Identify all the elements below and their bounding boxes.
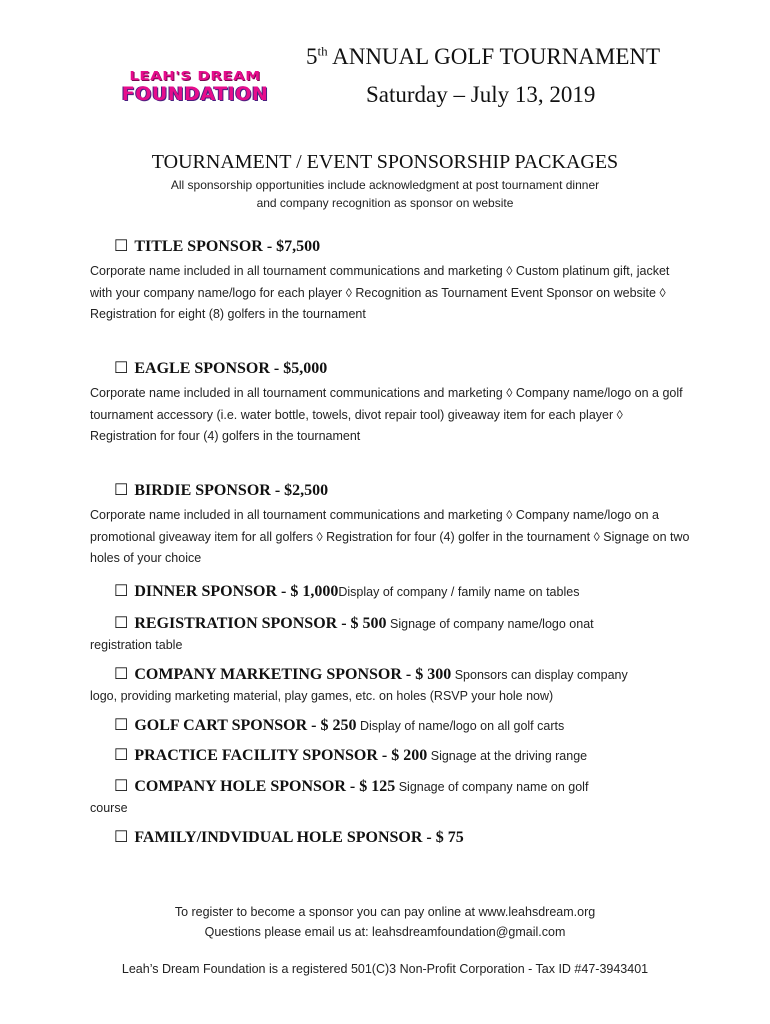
golf-cart-sponsor-note: Display of name/logo on all golf carts <box>356 719 565 733</box>
family-hole-sponsor-label: FAMILY/INDVIDUAL HOLE SPONSOR - $ 75 <box>134 829 464 846</box>
logo-line-2: FOUNDATION <box>121 83 269 105</box>
company-hole-sponsor-label: COMPANY HOLE SPONSOR - $ 125 <box>134 778 396 795</box>
registration-sponsor-label: REGISTRATION SPONSOR - $ 500 <box>134 615 387 632</box>
registration-sponsor-note-cont: registration table <box>90 638 183 652</box>
company-hole-sponsor-note: Signage of company name on golf <box>395 780 589 794</box>
checkbox-icon[interactable]: ☐ <box>114 829 129 846</box>
marketing-sponsor-note-cont: logo, providing marketing material, play games, etc. on holes (RSVP your hole now) <box>90 689 554 703</box>
family-hole-sponsor-heading <box>114 829 464 846</box>
golf-cart-sponsor-section <box>90 715 690 737</box>
eagle-sponsor-label: EAGLE SPONSOR - $5,000 <box>134 360 328 377</box>
birdie-sponsor-description: Corporate name included in all tournament communications and marketing ◊ Company name/logo on a promotional giveaway item for all golfers ◊ Registration for four (4) golfer in the tournament ◊ Signage on two holes of your choice <box>90 508 690 565</box>
company-hole-sponsor-section <box>90 776 690 819</box>
practice-sponsor-label: PRACTICE FACILITY SPONSOR - $ 200 <box>134 747 428 764</box>
dinner-sponsor-heading <box>114 583 338 600</box>
registration-sponsor-heading <box>114 615 387 632</box>
dinner-sponsor-label: DINNER SPONSOR - $ 1,000 <box>134 583 339 600</box>
dinner-sponsor-note: Display of company / family name on tables <box>338 585 580 599</box>
company-hole-sponsor-note-cont: course <box>90 801 128 815</box>
checkbox-icon[interactable]: ☐ <box>114 778 129 795</box>
packages-title: TOURNAMENT / EVENT SPONSORSHIP PACKAGES <box>151 151 619 173</box>
event-title <box>306 44 660 70</box>
title-sponsor-description: Corporate name included in all tournament communications and marketing ◊ Custom platinum gift, jacket with your company name/logo for each player ◊ Recognition as Tournament Event Sponsor on website ◊ Registration for eight (8) golfers in the tournament <box>90 264 670 321</box>
birdie-sponsor-heading <box>114 480 690 500</box>
title-sup: th <box>317 43 328 59</box>
family-hole-sponsor-section <box>90 827 690 848</box>
registration-sponsor-note: Signage of company name/logo onat <box>386 617 594 631</box>
checkbox-icon[interactable]: ☐ <box>114 717 129 734</box>
intro-line-1: All sponsorship opportunities include acknowledgment at post tournament dinner <box>170 178 600 192</box>
golf-cart-sponsor-label: GOLF CART SPONSOR - $ 250 <box>134 717 357 734</box>
marketing-sponsor-note: Sponsors can display company <box>451 668 628 682</box>
register-line: To register to become a sponsor you can pay online at www.leahsdream.org <box>174 905 596 919</box>
birdie-sponsor-label: BIRDIE SPONSOR - $2,500 <box>134 482 329 499</box>
intro-text <box>0 176 770 212</box>
golf-cart-sponsor-heading <box>114 717 356 734</box>
title-sponsor-label: TITLE SPONSOR - $7,500 <box>134 238 321 255</box>
questions-line: Questions please email us at: leahsdreamfoundation@gmail.com <box>204 925 566 939</box>
foundation-logo <box>104 68 286 104</box>
marketing-sponsor-section <box>90 664 690 707</box>
checkbox-icon[interactable]: ☐ <box>114 238 129 255</box>
company-hole-sponsor-heading <box>114 778 395 795</box>
practice-sponsor-note: Signage at the driving range <box>427 749 588 763</box>
register-info <box>0 902 770 942</box>
checkbox-icon[interactable]: ☐ <box>114 360 129 377</box>
checkbox-icon[interactable]: ☐ <box>114 666 129 683</box>
eagle-sponsor-section <box>90 358 690 448</box>
marketing-sponsor-heading <box>114 666 451 683</box>
marketing-sponsor-label: COMPANY MARKETING SPONSOR - $ 300 <box>134 666 452 683</box>
checkbox-icon[interactable]: ☐ <box>114 615 129 632</box>
dinner-sponsor-section <box>90 581 690 603</box>
checkbox-icon[interactable]: ☐ <box>114 583 129 600</box>
nonprofit-line: Leah’s Dream Foundation is a registered 501(C)3 Non-Profit Corporation - Tax ID #47-3943401 <box>121 962 649 976</box>
eagle-sponsor-heading <box>114 358 690 378</box>
checkbox-icon[interactable]: ☐ <box>114 747 129 764</box>
birdie-sponsor-section <box>90 480 690 570</box>
practice-sponsor-heading <box>114 747 427 764</box>
practice-sponsor-section <box>90 745 690 767</box>
checkbox-icon[interactable]: ☐ <box>114 482 129 499</box>
registration-sponsor-section <box>90 613 690 656</box>
logo-line-1: LEAH'S DREAM <box>129 68 261 84</box>
title-sponsor-section <box>90 236 690 326</box>
title-rest: ANNUAL GOLF TOURNAMENT <box>327 44 661 69</box>
event-date: Saturday – July 13, 2019 <box>366 82 596 107</box>
intro-line-2: and company recognition as sponsor on website <box>256 196 514 210</box>
title-sponsor-heading <box>114 236 690 256</box>
title-prefix: 5 <box>306 44 318 69</box>
eagle-sponsor-description: Corporate name included in all tournament communications and marketing ◊ Company name/logo on a golf tournament accessory (i.e. water bottle, towels, divot repair tool) giveaway item for each player ◊ Registration for four (4) golfers in the tournament <box>90 386 683 443</box>
